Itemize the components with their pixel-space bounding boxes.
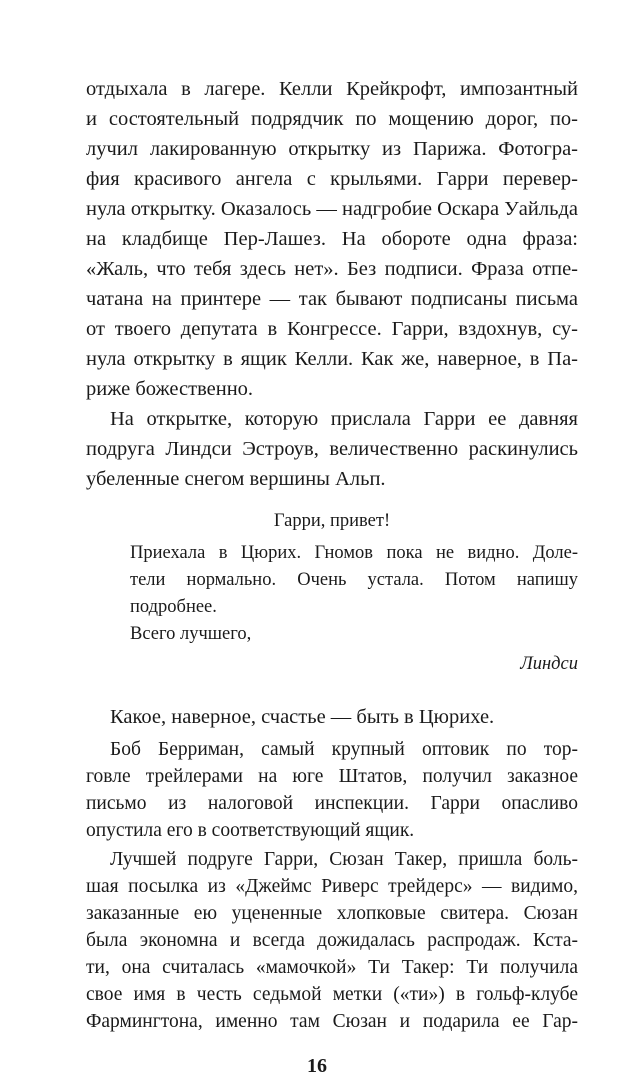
text-line: была экономна и всегда дожидалась распродаж. Кста- bbox=[86, 930, 578, 951]
text-line: Лучшей подруге Гарри, Сюзан Такер, пришла боль- bbox=[110, 849, 578, 870]
text-line: отдыхала в лагере. Келли Крейкрофт, импозантный bbox=[86, 78, 578, 100]
letter-line: Всего лучшего, bbox=[130, 624, 252, 644]
text-line: от твоего депутата в Конгрессе. Гарри, вздохнув, су- bbox=[86, 318, 578, 340]
text-line: ти, она считалась «мамочкой» Ти Такер: Ти получила bbox=[86, 957, 578, 978]
text-line: «Жаль, что тебя здесь нет». Без подписи. Фраза отпе- bbox=[86, 258, 578, 280]
text-line: опустила его в соответствующий ящик. bbox=[86, 820, 415, 841]
letter-line: тели нормально. Очень устала. Потом напишу bbox=[130, 570, 578, 590]
text-line: Фармингтона, именно там Сюзан и подарила ее Гар- bbox=[86, 1011, 578, 1032]
text-line: Какое, наверное, счастье — быть в Цюрихе. bbox=[110, 706, 495, 728]
text-line: говле трейлерами на юге Штатов, получил заказное bbox=[86, 766, 578, 787]
text-line: убеленные снегом вершины Альп. bbox=[86, 468, 386, 490]
letter-line: Приехала в Цюрих. Гномов пока не видно. Доле- bbox=[130, 543, 578, 563]
text-line: на кладбище Пер-Лашез. На обороте одна фраза: bbox=[86, 228, 578, 250]
text-line: Боб Берриман, самый крупный оптовик по тор- bbox=[110, 739, 578, 760]
text-line: нула открытку в ящик Келли. Как же, наверное, в Па- bbox=[86, 348, 578, 370]
text-line: чатана на принтере — так бывают подписаны письма bbox=[86, 288, 578, 310]
page-number: 16 bbox=[307, 1055, 327, 1077]
letter-line: подробнее. bbox=[130, 597, 217, 617]
text-line: и состоятельный подрядчик по мощению дорог, по- bbox=[86, 108, 578, 130]
text-line: нула открытку. Оказалось — надгробие Оскара Уайльда bbox=[86, 198, 578, 220]
text-line: письмо из налоговой инспекции. Гарри опасливо bbox=[86, 793, 578, 814]
text-line: На открытке, которую прислала Гарри ее давняя bbox=[110, 408, 578, 430]
letter-greeting: Гарри, привет! bbox=[273, 511, 391, 531]
text-line: шая посылка из «Джеймс Риверс трейдерс» — видимо, bbox=[86, 876, 578, 897]
text-line: риже божественно. bbox=[86, 378, 254, 400]
text-line: заказанные ею уцененные хлопковые свитера. Сюзан bbox=[86, 903, 578, 924]
text-line: свое имя в честь седьмой метки («ти») в гольф-клубе bbox=[86, 984, 578, 1005]
letter-signature: Линдси bbox=[520, 654, 578, 674]
text-line: лучил лакированную открытку из Парижа. Фотогра- bbox=[86, 138, 578, 160]
text-line: подруга Линдси Эстроув, величественно раскинулись bbox=[86, 438, 578, 460]
text-line: фия красивого ангела с крыльями. Гарри перевер- bbox=[86, 168, 578, 190]
